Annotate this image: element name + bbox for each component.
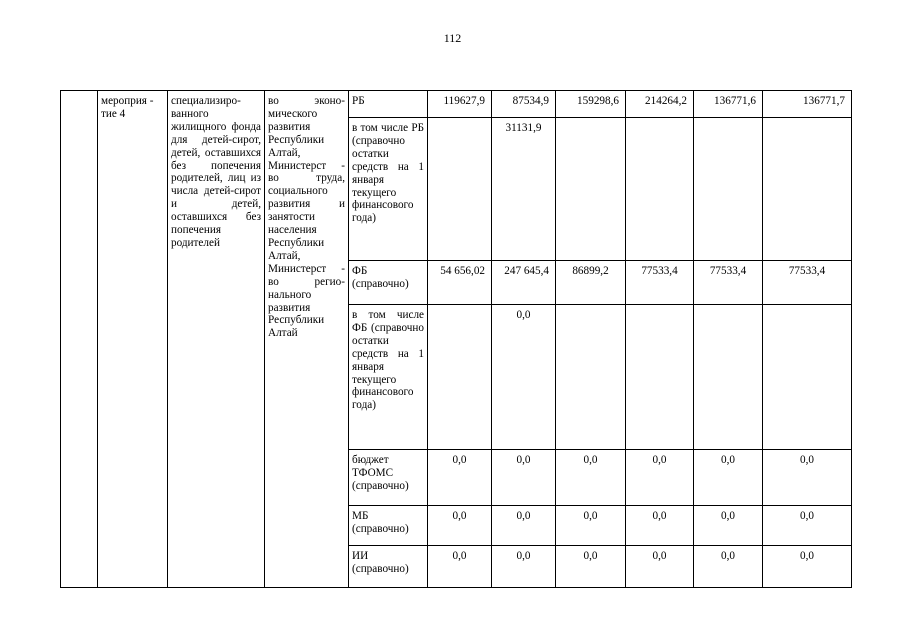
value-cell: 119627,9	[428, 91, 492, 118]
value-cell	[694, 118, 763, 261]
value-cell	[763, 305, 852, 450]
value-cell	[556, 118, 626, 261]
value-cell: 87534,9	[492, 91, 556, 118]
description-cell: специализиро- ванного жилищного фонда для детей-сирот, детей, оставшихся без попечения родителей, лиц из числа детей-сирот и детей, оставшихся без попечения родителей	[168, 91, 265, 588]
cell-empty	[61, 91, 98, 588]
source-cell: ИИ (справочно)	[349, 546, 428, 588]
value-cell: 0,0	[626, 506, 694, 546]
value-cell: 159298,6	[556, 91, 626, 118]
value-cell: 0,0	[492, 546, 556, 588]
activity-cell: мероприя - тие 4	[98, 91, 168, 588]
value-cell	[428, 118, 492, 261]
value-cell: 0,0	[694, 450, 763, 506]
value-cell: 54 656,02	[428, 261, 492, 305]
value-cell	[763, 118, 852, 261]
value-cell	[626, 305, 694, 450]
source-cell: РБ	[349, 91, 428, 118]
value-cell	[428, 305, 492, 450]
source-cell: в том числе ФБ (справочно остатки средств на 1 января текущего финансового года)	[349, 305, 428, 450]
value-cell	[556, 305, 626, 450]
value-cell: 77533,4	[694, 261, 763, 305]
value-cell: 31131,9	[492, 118, 556, 261]
value-cell	[626, 118, 694, 261]
value-cell: 0,0	[492, 450, 556, 506]
value-cell: 0,0	[556, 450, 626, 506]
value-cell: 77533,4	[763, 261, 852, 305]
source-cell: ФБ (справочно)	[349, 261, 428, 305]
value-cell: 0,0	[694, 546, 763, 588]
value-cell: 0,0	[763, 450, 852, 506]
value-cell: 247 645,4	[492, 261, 556, 305]
value-cell: 86899,2	[556, 261, 626, 305]
source-cell: в том числе РБ (справочно остатки средств на 1 января текущего финансового года)	[349, 118, 428, 261]
value-cell: 0,0	[492, 506, 556, 546]
value-cell	[694, 305, 763, 450]
value-cell: 136771,6	[694, 91, 763, 118]
value-cell: 0,0	[626, 450, 694, 506]
value-cell: 0,0	[763, 506, 852, 546]
value-cell: 136771,7	[763, 91, 852, 118]
value-cell: 0,0	[428, 506, 492, 546]
value-cell: 77533,4	[626, 261, 694, 305]
value-cell: 0,0	[556, 506, 626, 546]
value-cell: 0,0	[626, 546, 694, 588]
funding-table	[60, 90, 852, 588]
value-cell: 0,0	[694, 506, 763, 546]
table-row	[61, 91, 852, 118]
value-cell: 214264,2	[626, 91, 694, 118]
page-number: 112	[443, 31, 462, 45]
executor-cell: во эконо- мического развития Республики Алтай, Министерст - во труда, социального развития и занятости населения Республики Алтай, Министерст - во регио- нального развития Республики Алтай	[265, 91, 349, 588]
value-cell: 0,0	[428, 450, 492, 506]
value-cell: 0,0	[556, 546, 626, 588]
value-cell: 0,0	[428, 546, 492, 588]
value-cell: 0,0	[763, 546, 852, 588]
value-cell: 0,0	[492, 305, 556, 450]
source-cell: МБ (справочно)	[349, 506, 428, 546]
source-cell: бюджет ТФОМС (справочно)	[349, 450, 428, 506]
